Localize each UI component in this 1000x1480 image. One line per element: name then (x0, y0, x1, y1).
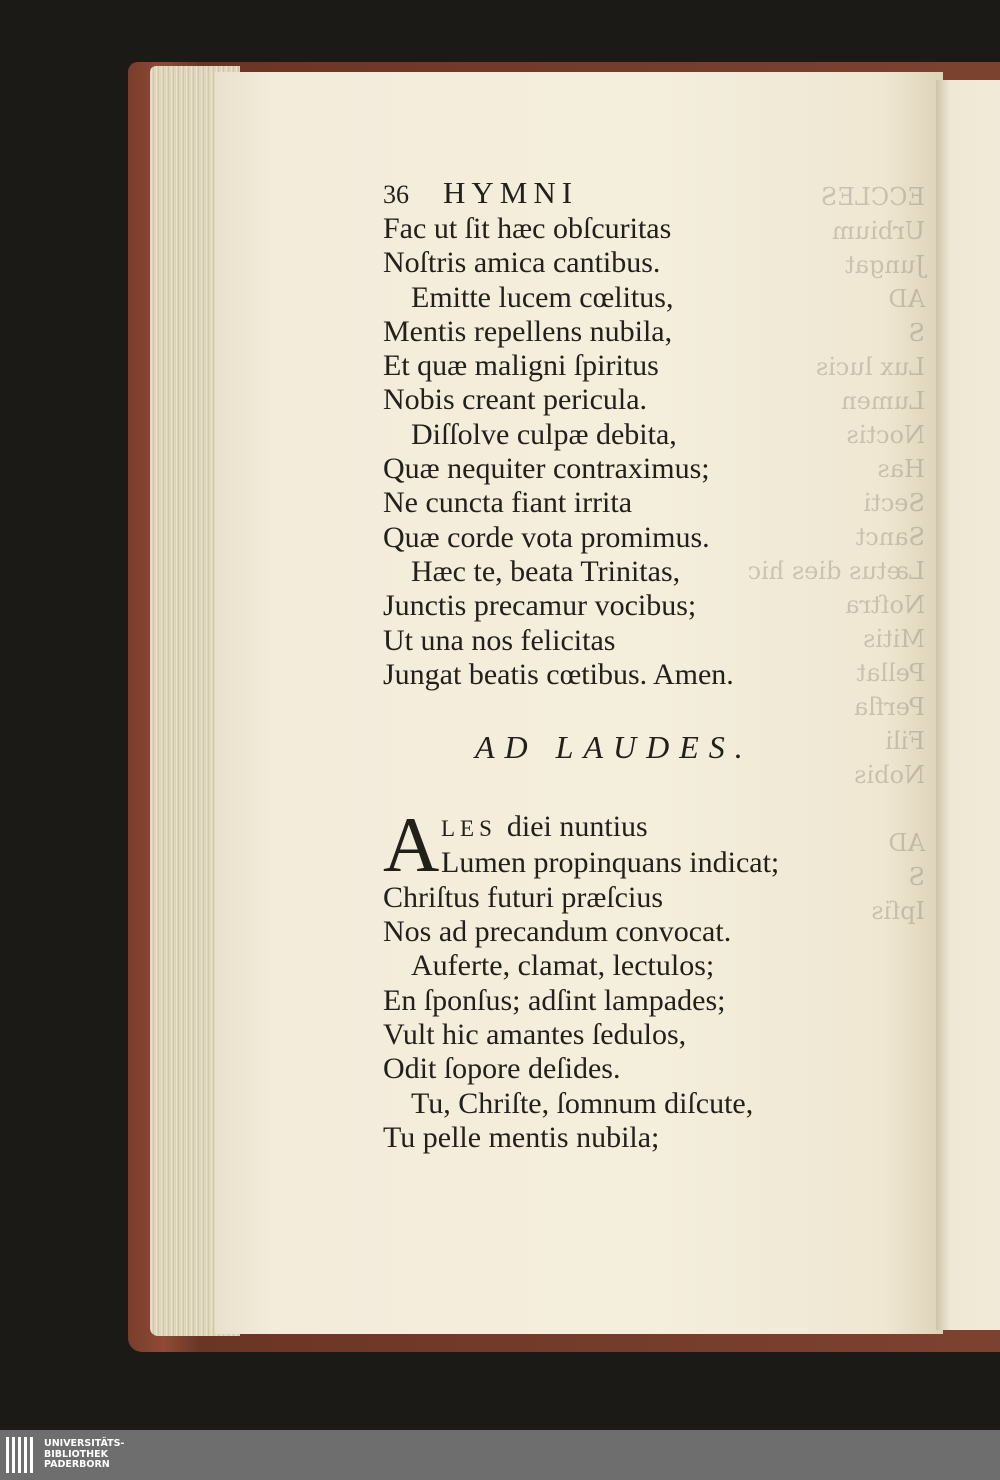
page-text-block (383, 176, 863, 1155)
verse-line: Quæ nequiter contraximus; (383, 452, 710, 486)
library-name: UNIVERSITÄTS- BIBLIOTHEK PADERBORN (44, 1438, 125, 1471)
page-number: 36 (383, 180, 409, 209)
verse-line: Emitte lucem cœlitus, (411, 280, 674, 314)
section-heading: AD LAUDES. (475, 729, 753, 766)
drop-cap: A (383, 801, 440, 889)
verse-line: Lumen propinquans indicat; (441, 846, 780, 880)
first-word-caps: LES (441, 816, 497, 842)
verse-line: Hæc te, beata Trinitas, (411, 554, 681, 588)
verse-line: Ut una nos felicitas (383, 623, 616, 657)
verse-line (383, 810, 863, 846)
verse-line: Mentis repellens nubila, (383, 314, 673, 348)
verse-line: Odit ſopore deſides. (383, 1052, 621, 1086)
verse-line: Ne cuncta fiant irrita (383, 486, 633, 520)
verse-line: Jungat beatis cœtibus. Amen. (383, 657, 734, 691)
verse-line: Junctis precamur vocibus; (383, 589, 697, 623)
verse-line: Auferte, clamat, lectulos; (411, 949, 715, 983)
verse-line: Quæ corde vota promimus. (383, 520, 710, 554)
hymn-verses-1 (383, 212, 863, 692)
verse-line: Diſſolve culpæ debita, (411, 417, 677, 451)
library-footer (0, 1430, 1000, 1480)
page-header (383, 176, 863, 212)
first-line-rest: diei nuntius (506, 810, 648, 844)
verse-line: Vult hic amantes ſedulos, (383, 1017, 687, 1051)
library-logo (6, 1437, 124, 1473)
verse-line: Et quæ maligni ſpiritus (383, 349, 659, 383)
right-page-edge (936, 80, 1000, 1330)
verse-line: Nos ad precandum convocat. (383, 915, 732, 949)
verse-line: Fac ut ſit hæc obſcuritas (383, 212, 672, 245)
verse-line: Tu, Chriſte, ſomnum diſcute, (411, 1086, 754, 1120)
verse-line: Noſtris amica cantibus. (383, 246, 661, 280)
verse-line: Nobis creant pericula. (383, 383, 648, 417)
verse-line: Chriſtus futuri præſcius (383, 880, 663, 914)
verse-line: Tu pelle mentis nubila; (383, 1120, 660, 1154)
running-head: HYMNI (443, 175, 579, 210)
show-through-text: ECCLES Urbium Jungat AD S Lux lucis Lumen Noctis Has Secti Sanct Lætus dies Noſtra Mitis Pellat Perfla Fili Nobis AD S Ipſis (791, 183, 925, 925)
hymn-opening (383, 801, 863, 889)
verse-line: En ſponſus; adſint lampades; (383, 983, 726, 1017)
hymn-verses-2 (383, 881, 863, 1155)
